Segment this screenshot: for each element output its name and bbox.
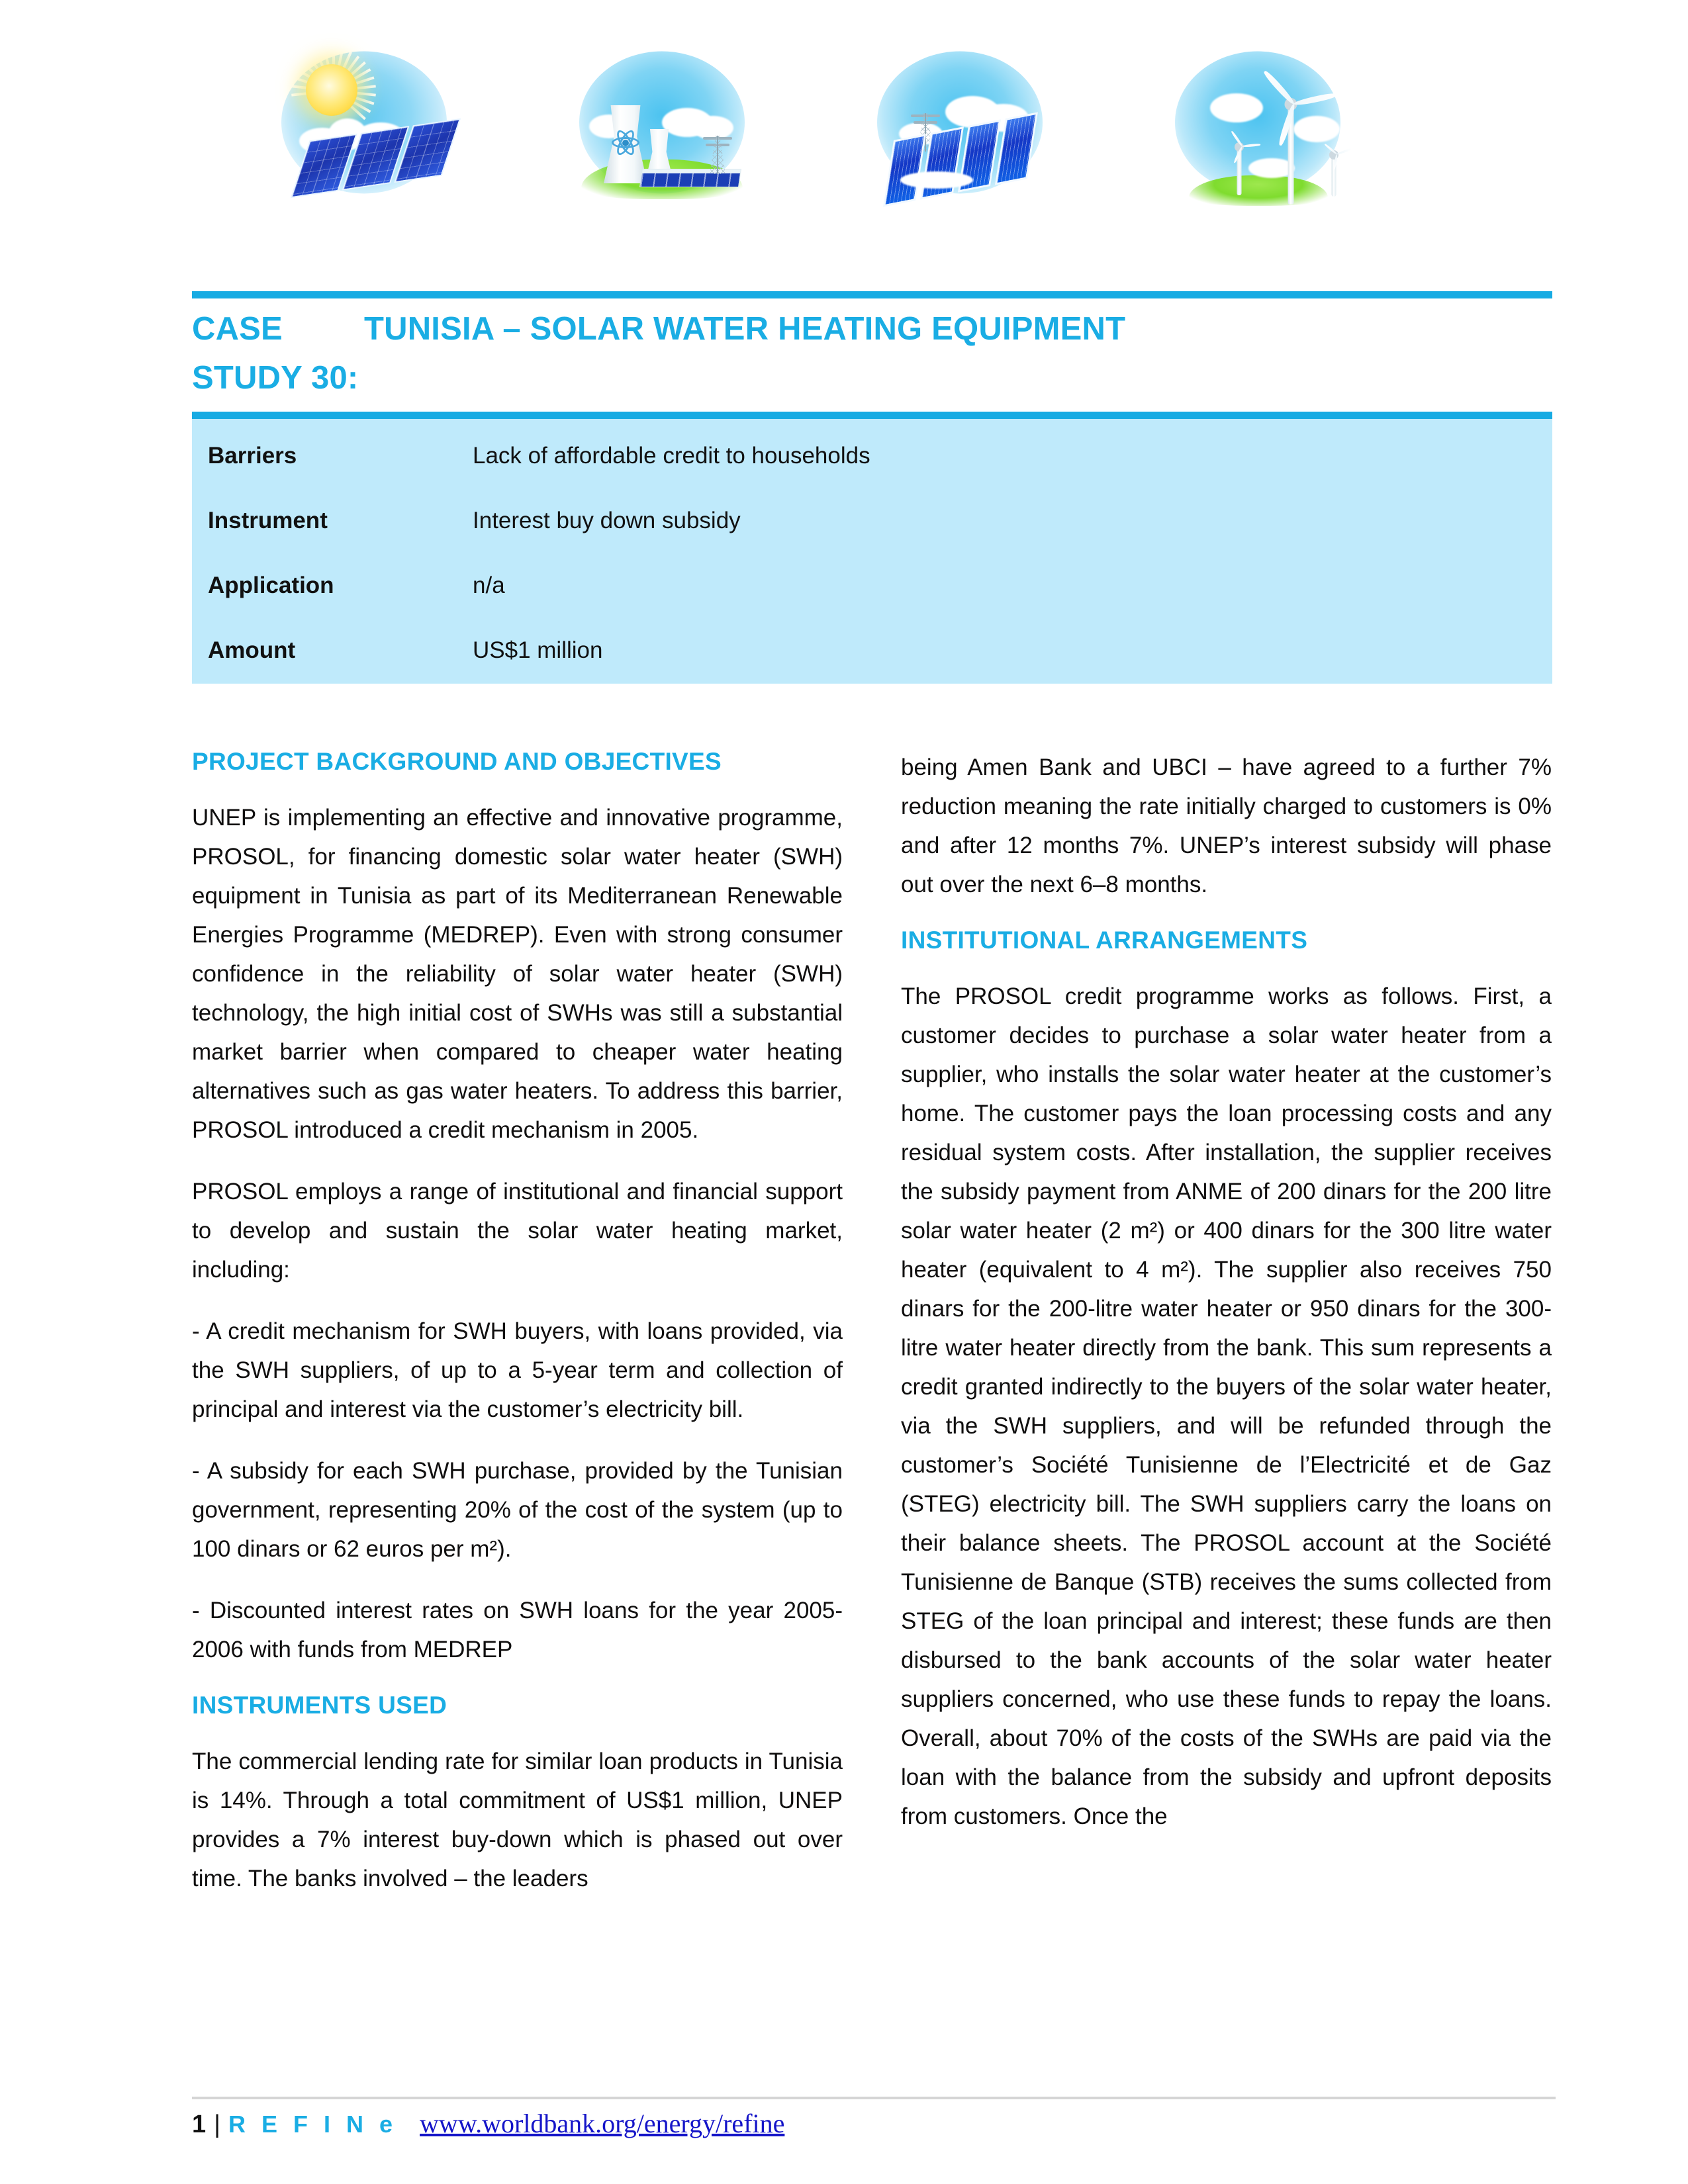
right-column [901,748,1552,2005]
wind-turbines-image [1158,30,1357,215]
footer-url-link[interactable]: www.worldbank.org/energy/refine [420,2109,785,2138]
table-row [208,637,1552,702]
footer-divider [192,2097,1556,2099]
cloud-icon [1210,93,1263,122]
row-value-barriers: Lack of affordable credit to households [473,443,870,469]
atom-icon [612,129,639,157]
sun-icon [306,64,357,116]
footer-separator: | [214,2111,221,2138]
nuclear-plant-with-solar-image [563,30,761,215]
list-item-subsidy: - A subsidy for each SWH purchase, provided by the Tunisian government, representing 20% of the cost of the system (up to 100 dinars or 62 euros per m²). [192,1458,843,1562]
row-key-instrument: Instrument [208,508,328,533]
summary-info-table [192,419,1552,684]
refine-brand: R E F I N e [228,2111,398,2138]
transmission-pylon-icon [703,132,732,174]
heading-institutional-arrangements: INSTITUTIONAL ARRANGEMENTS [901,927,1308,954]
paragraph-background-1: UNEP is implementing an effective and innovative programme, PROSOL, for financing domestic solar water heater (SWH) equipment in Tunisia as part of its Mediterranean Renewable Energies Programme (MEDREP). Even with strong consumer confidence in the reliability of solar water heater (SWH) technology, the high initial cost of SWHs was still a substantial market barrier when compared to cheaper water heating alternatives such as gas water heaters. To address this barrier, PROSOL introduced a credit mechanism in 2005. [192,805,843,1143]
wind-turbine-icon [1278,104,1304,205]
table-row [208,508,1552,572]
paragraph-institutional-1: The PROSOL credit programme works as follows. First, a customer decides to purchase a solar water heater from a supplier, who installs the solar water heater at the customer’s home. The customer pays the loan processing costs and any residual system costs. After installation, the supplier receives the subsidy payment from ANME of 200 dinars for the 200 litre solar water heater (2 m²) or 400 dinars for the 300 litre water heater (equivalent to 4 m²). The supplier also receives 750 dinars for the 200-litre water heater or 950 dinars for the 300-litre water heater directly from the bank. This sum represents a credit granted indirectly to the buyers of the solar water heater, via the SWH suppliers, and will be refunded through the customer’s Société Tunisienne de l’Electricité et de Gaz (STEG) electricity bill. The SWH suppliers carry the loans on their balance sheets. The PROSOL account at the Société Tunisienne de Banque (STB) receives the sums collected from STEG of the loan principal and interest; these funds are then disbursed to the bank accounts of the solar water heater suppliers concerned, who use these funds to repay the loans. Overall, about 70% of the costs of the SWHs are paid via the loan with the balance from the subsidy and upfront deposits from customers. Once the [901,983,1552,1829]
cloud-icon [900,171,973,189]
case-study-label: CASE STUDY 30: [192,311,359,396]
wind-turbine-icon [1325,154,1342,197]
list-item-discounted-rates: - Discounted interest rates on SWH loans for the year 2005-2006 with funds from MEDREP [192,1598,843,1662]
row-value-application: n/a [473,572,505,598]
paragraph-instruments-1: The commercial lending rate for similar loan products in Tunisia is 14%. Through a total commitment of US$1 million, UNEP provides a 7% interest buy-down which is phased out over time. The banks involved – the leaders [192,1749,843,1891]
heading-project-background: PROJECT BACKGROUND AND OBJECTIVES [192,748,722,775]
title-top-rule [192,291,1552,298]
page-footer [192,2108,784,2139]
solar-panels-with-sun-image [265,30,463,215]
body-columns [192,748,1552,2005]
row-value-amount: US$1 million [473,637,603,663]
row-key-amount: Amount [208,637,296,663]
wind-turbine-icon [1230,146,1248,195]
page-number: 1 [192,2111,207,2138]
table-row [208,572,1552,637]
banner-images [0,0,1688,245]
heading-instruments-used: INSTRUMENTS USED [192,1692,447,1719]
case-study-title-line1: TUNISIA – SOLAR WATER HEATING EQUIPMENT [364,311,1126,347]
info-table-top-rule [192,412,1552,419]
row-value-instrument: Interest buy down subsidy [473,508,741,533]
list-item-credit-mechanism: - A credit mechanism for SWH buyers, with loans provided, via the SWH suppliers, of up to a 5-year term and collection of principal and interest via the customer’s electricity bill. [192,1318,843,1422]
row-key-application: Application [208,572,334,598]
paragraph-instruments-continued: being Amen Bank and UBCI – have agreed to a further 7% reduction meaning the rate initially charged to customers is 0% and after 12 months 7%. UNEP’s interest subsidy will phase out over the next 6–8 months. [901,754,1552,897]
solar-array-with-pylon-image [861,30,1059,215]
row-key-barriers: Barriers [208,443,297,469]
left-column [192,748,843,2005]
paragraph-background-2: PROSOL employs a range of institutional and financial support to develop and sustain the solar water heating market, including: [192,1179,843,1283]
table-row [208,443,1552,508]
